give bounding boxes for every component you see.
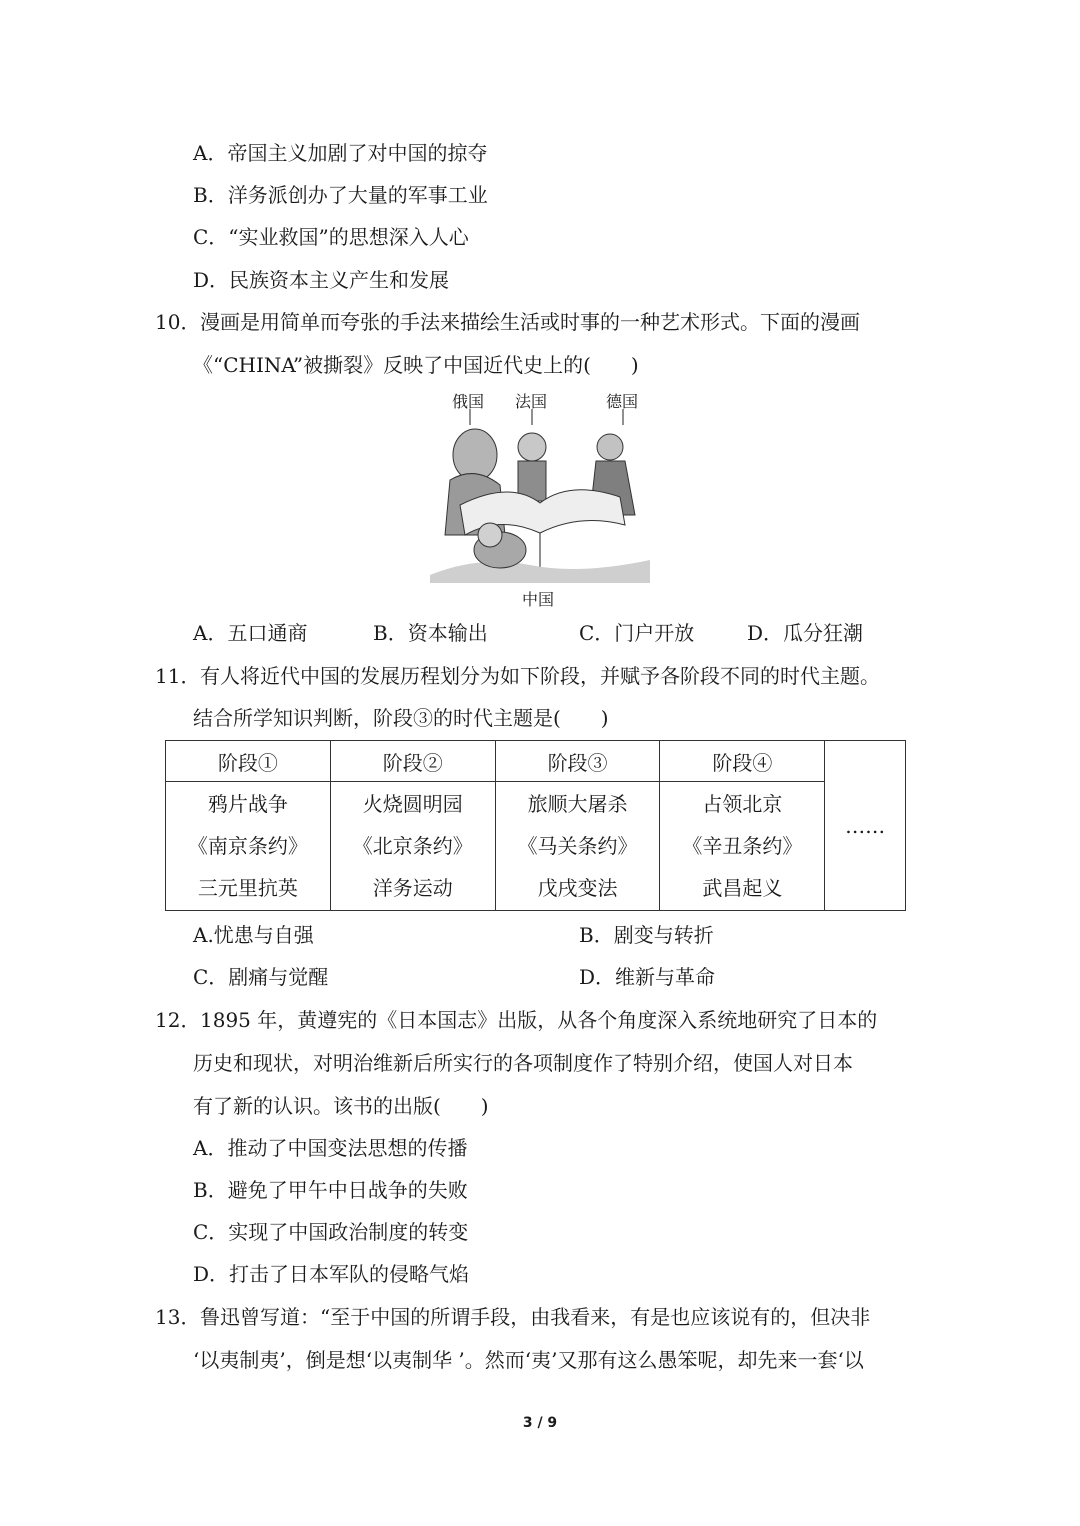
q11-stem-line2: 结合所学知识判断，阶段③的时代主题是( ): [193, 706, 609, 730]
table-cell: 《北京条约》: [352, 834, 473, 858]
header-stage-4: 阶段④: [660, 741, 825, 782]
q9-option-c: C．“实业救国”的思想深入人心: [193, 225, 469, 249]
table-cell: 三元里抗英: [197, 876, 298, 900]
ellipsis-cell: ……: [825, 741, 906, 911]
q11-stem-line1: 有人将近代中国的发展历程划分为如下阶段，并赋予各阶段不同的时代主题。: [200, 664, 880, 688]
stage-1-events: [166, 782, 331, 911]
table-cell: 武昌起义: [702, 876, 783, 900]
q9-option-a: A．帝国主义加剧了对中国的掠夺: [193, 141, 488, 165]
header-stage-1: 阶段①: [166, 741, 331, 782]
cartoon-illustration: [420, 385, 660, 615]
q9-option-d: D．民族资本主义产生和发展: [193, 268, 450, 292]
q12-stem-line2: 历史和现状，对明治维新后所实行的各项制度作了特别介绍，使国人对日本: [193, 1051, 853, 1075]
q13-stem-line1: 鲁迅曾写道：“至于中国的所谓手段，由我看来，有是也应该说有的，但决非: [200, 1305, 871, 1329]
table-cell: 鸦片战争: [207, 792, 288, 816]
q10-stem-line1: 漫画是用简单而夸张的手法来描绘生活或时事的一种艺术形式。下面的漫画: [200, 310, 860, 334]
label-france: 法国: [515, 392, 548, 411]
q12-number: 12．: [155, 1008, 201, 1032]
page-number: 3 / 9: [522, 1415, 558, 1431]
stage-2-events: [330, 782, 495, 911]
q10-option-b: B．资本输出: [373, 621, 488, 645]
stage-table: [165, 740, 906, 911]
q11-option-b: B．剧变与转折: [579, 923, 714, 947]
table-cell: 《辛丑条约》: [682, 834, 803, 858]
q10-option-d: D．瓜分狂潮: [747, 621, 864, 645]
q12-option-d: D．打击了日本军队的侵略气焰: [193, 1262, 470, 1286]
q12-stem-line3: 有了新的认识。该书的出版( ): [193, 1094, 489, 1118]
label-china: 中国: [522, 590, 555, 609]
q12-option-c: C．实现了中国政治制度的转变: [193, 1220, 469, 1244]
stage-3-events: [495, 782, 660, 911]
table-cell: 占领北京: [702, 792, 783, 816]
label-russia: 俄国: [452, 392, 485, 411]
q11-option-a: A.忧患与自强: [193, 923, 314, 947]
label-germany: 德国: [606, 392, 639, 411]
q10-option-a: A．五口通商: [193, 621, 308, 645]
q9-option-b: B．洋务派创办了大量的军事工业: [193, 183, 488, 207]
q10-option-c: C．门户开放: [579, 621, 695, 645]
q11-number: 11．: [155, 664, 201, 688]
q12-option-a: A．推动了中国变法思想的传播: [193, 1136, 468, 1160]
table-cell: 旅顺大屠杀: [527, 792, 628, 816]
table-cell: 火烧圆明园: [362, 792, 463, 816]
q10-stem-line2: 《“CHINA”被撕裂》反映了中国近代史上的( ): [193, 353, 639, 377]
q12-stem-line1: 1895 年，黄遵宪的《日本国志》出版，从各个角度深入系统地研究了日本的: [200, 1008, 878, 1032]
q10-number: 10．: [155, 310, 201, 334]
q13-stem-line2: ‘以夷制夷’，倒是想‘以夷制华 ’。然而‘夷’又那有这么愚笨呢，却先来一套‘以: [193, 1348, 864, 1372]
q12-option-b: B．避免了甲午中日战争的失败: [193, 1178, 468, 1202]
header-stage-2: 阶段②: [330, 741, 495, 782]
table-body-row: [166, 782, 906, 911]
stage-4-events: [660, 782, 825, 911]
table-cell: 戊戌变法: [537, 876, 618, 900]
table-header-row: [166, 741, 906, 782]
table-cell: 洋务运动: [372, 876, 453, 900]
table-cell: 《马关条约》: [517, 834, 638, 858]
q11-option-d: D．维新与革命: [579, 965, 716, 989]
cartoon-china-torn: [420, 385, 660, 615]
q13-number: 13．: [155, 1305, 201, 1329]
table-cell: 《南京条约》: [187, 834, 308, 858]
header-stage-3: 阶段③: [495, 741, 660, 782]
q11-option-c: C．剧痛与觉醒: [193, 965, 329, 989]
